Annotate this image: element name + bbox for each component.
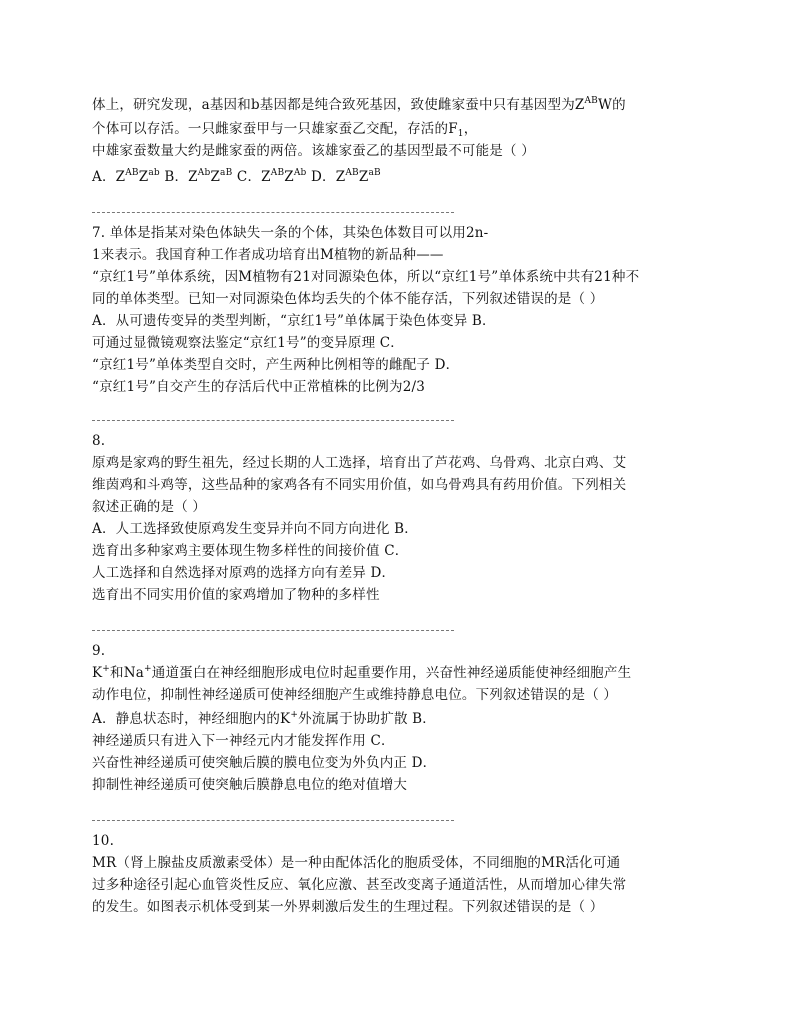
separator (92, 820, 454, 821)
q7-option-b: 可通过显微镜观察法鉴定“京红1号”的变异原理 C． (92, 335, 405, 351)
separator (92, 420, 454, 421)
q8-option-c: 人工选择和自然选择对原鸡的选择方向有差异 D． (92, 565, 396, 581)
q10-line-1: MR（肾上腺盐皮质激素受体）是一种由配体活化的胞质受体，不同细胞的MR活化可通 (92, 855, 621, 871)
q8-number: 8. (92, 433, 106, 449)
q8-option-d: 选育出不同实用价值的家鸡增加了物种的多样性 (92, 587, 380, 603)
q9-option-d: 抑制性神经递质可使突触后膜静息电位的绝对值增大 (92, 777, 408, 793)
q8-line-2: 维茵鸡和斗鸡等，这些品种的家鸡各有不同实用价值，如乌骨鸡具有药用价值。下列相关 (92, 477, 627, 493)
q9-line-2: 动作电位，抑制性神经递质可使神经细胞产生或维持静息电位。下列叙述错误的是（ ） (92, 687, 618, 703)
q10-line-2: 过多种途径引起心血管炎性反应、氧化应激、甚至改变离子通道活性，从而增加心律失常 (92, 877, 627, 893)
q8-line-3: 叙述正确的是（ ） (92, 499, 207, 515)
q7-line-1: 7. 单体是指某对染色体缺失一条的个体，其染色体数目可以用2n- (92, 225, 489, 241)
q10-number: 10. (92, 833, 115, 849)
q9-line-1: K+和Na+通道蛋白在神经细胞形成电位时起重要作用，兴奋性神经递质能使神经细胞产生 (92, 664, 632, 681)
q7-option-c: “京红1号”单体类型自交时，产生两种比例相等的雌配子 D． (92, 357, 460, 373)
q6-line-2: 个体可以存活。一只雌家蚕甲与一只雄家蚕乙交配，存活的$F_1$， (92, 121, 478, 139)
q7-option-a: A．从可遗传变异的类型判断，“京红1号”单体属于染色体变异 B． (92, 313, 496, 329)
q6-line-1: 体上，研究发现，a基因和b基因都是纯合致死基因，致使雌家蚕中只有基因型为$Z^{AB}W$的 (92, 96, 626, 113)
q9-option-c: 兴奋性神经递质可使突触后膜的膜电位变为外负内正 D． (92, 755, 437, 771)
q9-option-a: A．静息状态时，神经细胞内的K+外流属于协助扩散 B． (92, 710, 437, 727)
q6-line-3: 中雄家蚕数量大约是雌家蚕的两倍。该雄家蚕乙的基因型最不可能是（ ） (92, 143, 535, 159)
q7-line-3: “京红1号”单体系统，因M植物有21对同源染色体，所以“京红1号”单体系统中共有21种不 (92, 269, 640, 285)
separator (92, 212, 454, 213)
q7-line-2: 1来表示。我国育种工作者成功培育出M植物的新品种—— (92, 247, 444, 263)
q10-line-3: 的发生。如图表示机体受到某一外界刺激后发生的生理过程。下列叙述错误的是（ ） (92, 899, 604, 915)
q8-line-1: 原鸡是家鸡的野生祖先，经过长期的人工选择，培育出了芦花鸡、乌骨鸡、北京白鸡、艾 (92, 455, 627, 471)
q8-option-b: 选育出多种家鸡主要体现生物多样性的间接价值 C． (92, 543, 409, 559)
q7-option-d: “京红1号”自交产生的存活后代中正常植株的比例为2/3 (92, 379, 426, 395)
q8-option-a: A．人工选择致使原鸡发生变异并向不同方向进化 B． (92, 521, 418, 537)
q9-number: 9. (92, 643, 106, 659)
q9-option-b: 神经递质只有进入下一神经元内才能发挥作用 C． (92, 733, 395, 749)
q6-options: A．$Z^{AB}Z^{ab}$ B．$Z^{Ab}Z^{aB}$ C．$Z^{AB}Z^{Ab}$ D．$Z^{AB}Z^{aB}$ (92, 168, 381, 185)
separator (92, 630, 454, 631)
q7-line-4: 同的单体类型。已知一对同源染色体均丢失的个体不能存活，下列叙述错误的是（ ） (92, 291, 604, 307)
